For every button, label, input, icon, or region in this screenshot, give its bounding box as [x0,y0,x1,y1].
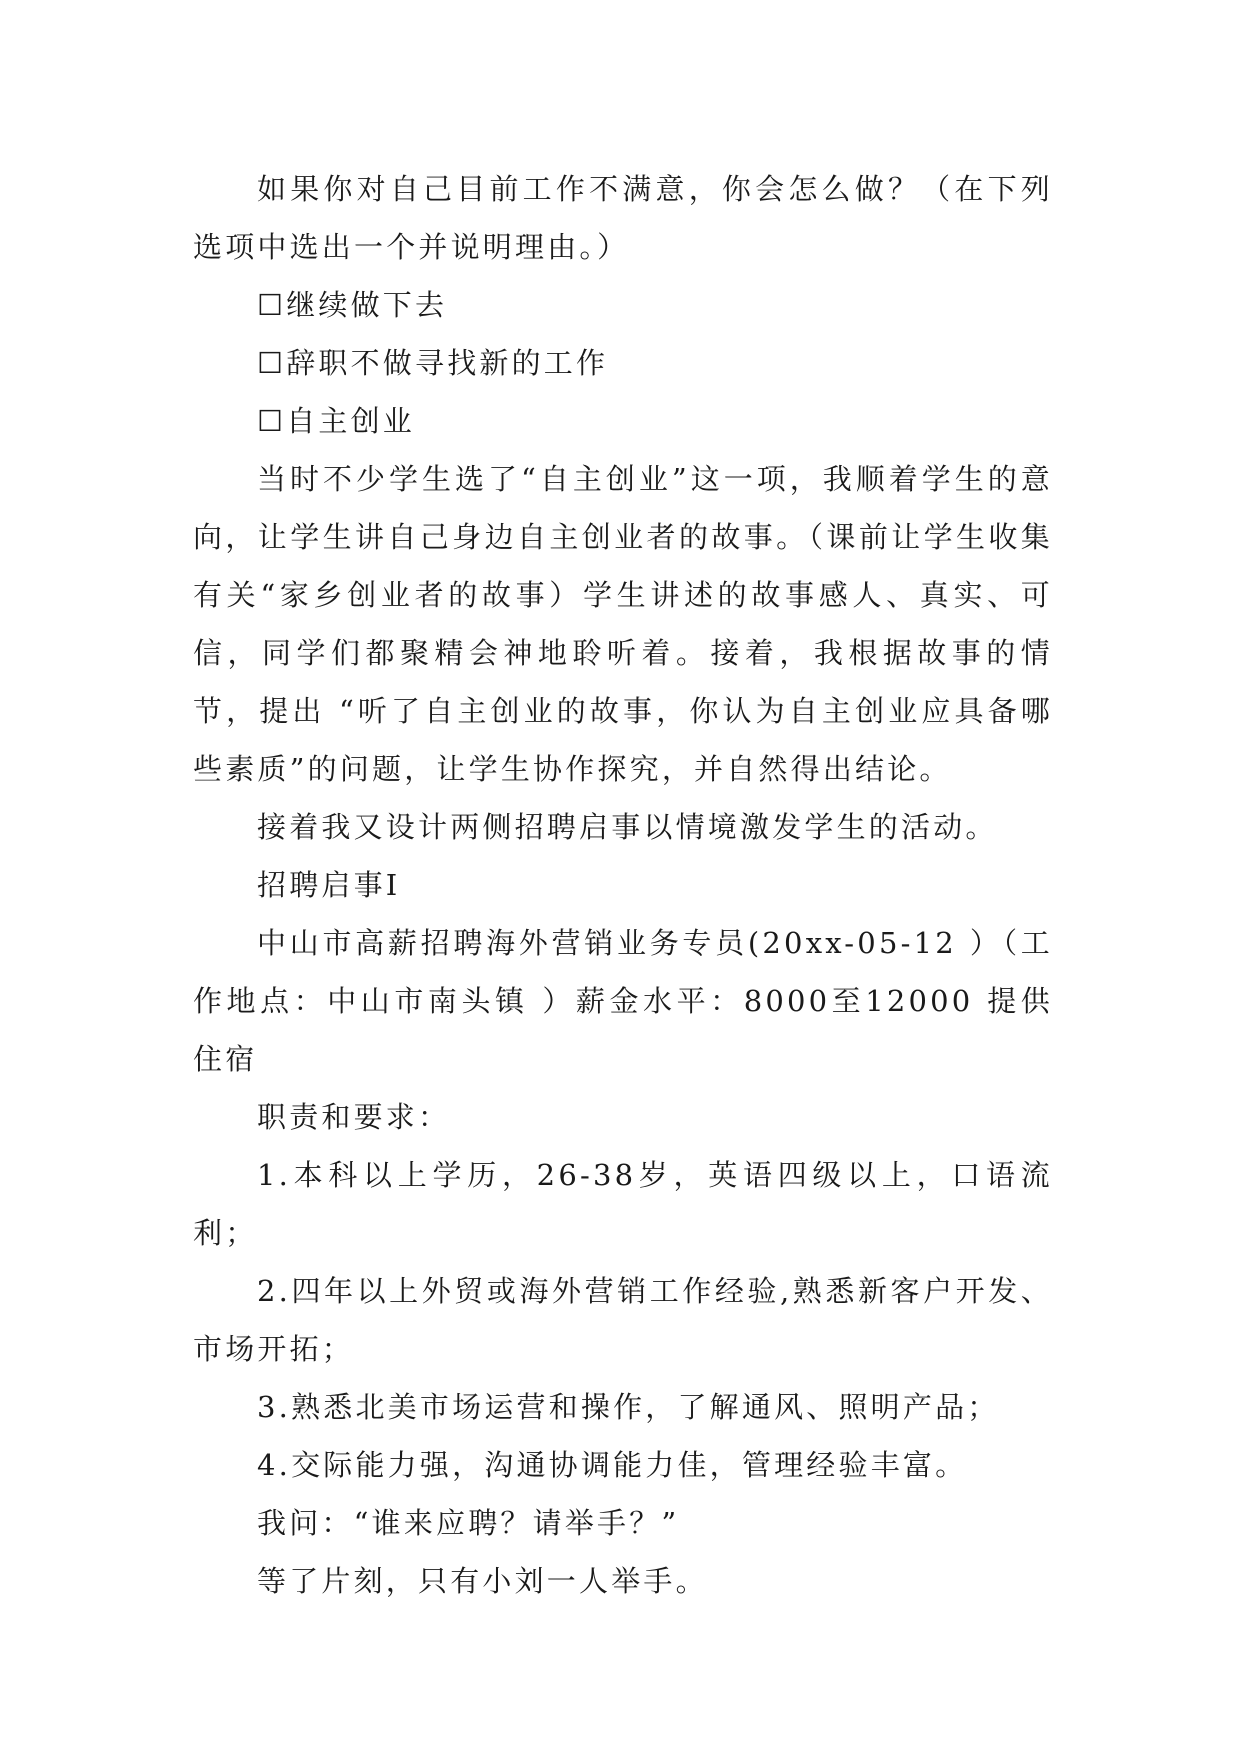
job-ad-description: 中山市高薪招聘海外营销业务专员(20xx-05-12 ）（工作地点：中山市南头镇 ）薪金水平：8000至12000 提供住宿 [193,926,1053,1076]
requirement-item: 1.本科以上学历，26-38岁，英语四级以上，口语流利； [193,1158,1053,1250]
question-paragraph: 如果你对自己目前工作不满意，你会怎么做？（在下列选项中选出一个并说明理由。） [193,172,1053,264]
job-ad-title: 招聘启事Ⅰ [257,868,401,902]
requirement-item: 3.熟悉北美市场运营和操作，了解通风、照明产品； [257,1390,1000,1424]
story-paragraph: 当时不少学生选了“自主创业”这一项，我顺着学生的意向，让学生讲自己身边自主创业者的故事。（课前让学生收集有关“家乡创业者的故事）学生讲述的故事感人、真实、可信，同学们都聚精会神地聆听着。接着，我根据故事的情节，提出 “听了自主创业的故事，你认为自主创业应具备哪些素质”的问题，让学生协作探究，并自然得出结论。 [193,462,1053,786]
requirement-item: 4.交际能力强，沟通协调能力佳，管理经验丰富。 [257,1448,968,1482]
question-to-class: 我问：“谁来应聘？请举手？” [257,1506,680,1540]
document-body [193,160,1053,1610]
closing-paragraph: 等了片刻，只有小刘一人举手。 [257,1564,708,1598]
requirement-item: 2.四年以上外贸或海外营销工作经验,熟悉新客户开发、市场开拓； [193,1274,1053,1366]
option-resign: ☐辞职不做寻找新的工作 [257,346,609,380]
option-continue: ☐继续做下去 [257,288,448,322]
requirements-heading: 职责和要求： [257,1100,451,1134]
design-paragraph: 接着我又设计两侧招聘启事以情境激发学生的活动。 [257,810,998,844]
option-entrepreneur: ☐自主创业 [257,404,415,438]
